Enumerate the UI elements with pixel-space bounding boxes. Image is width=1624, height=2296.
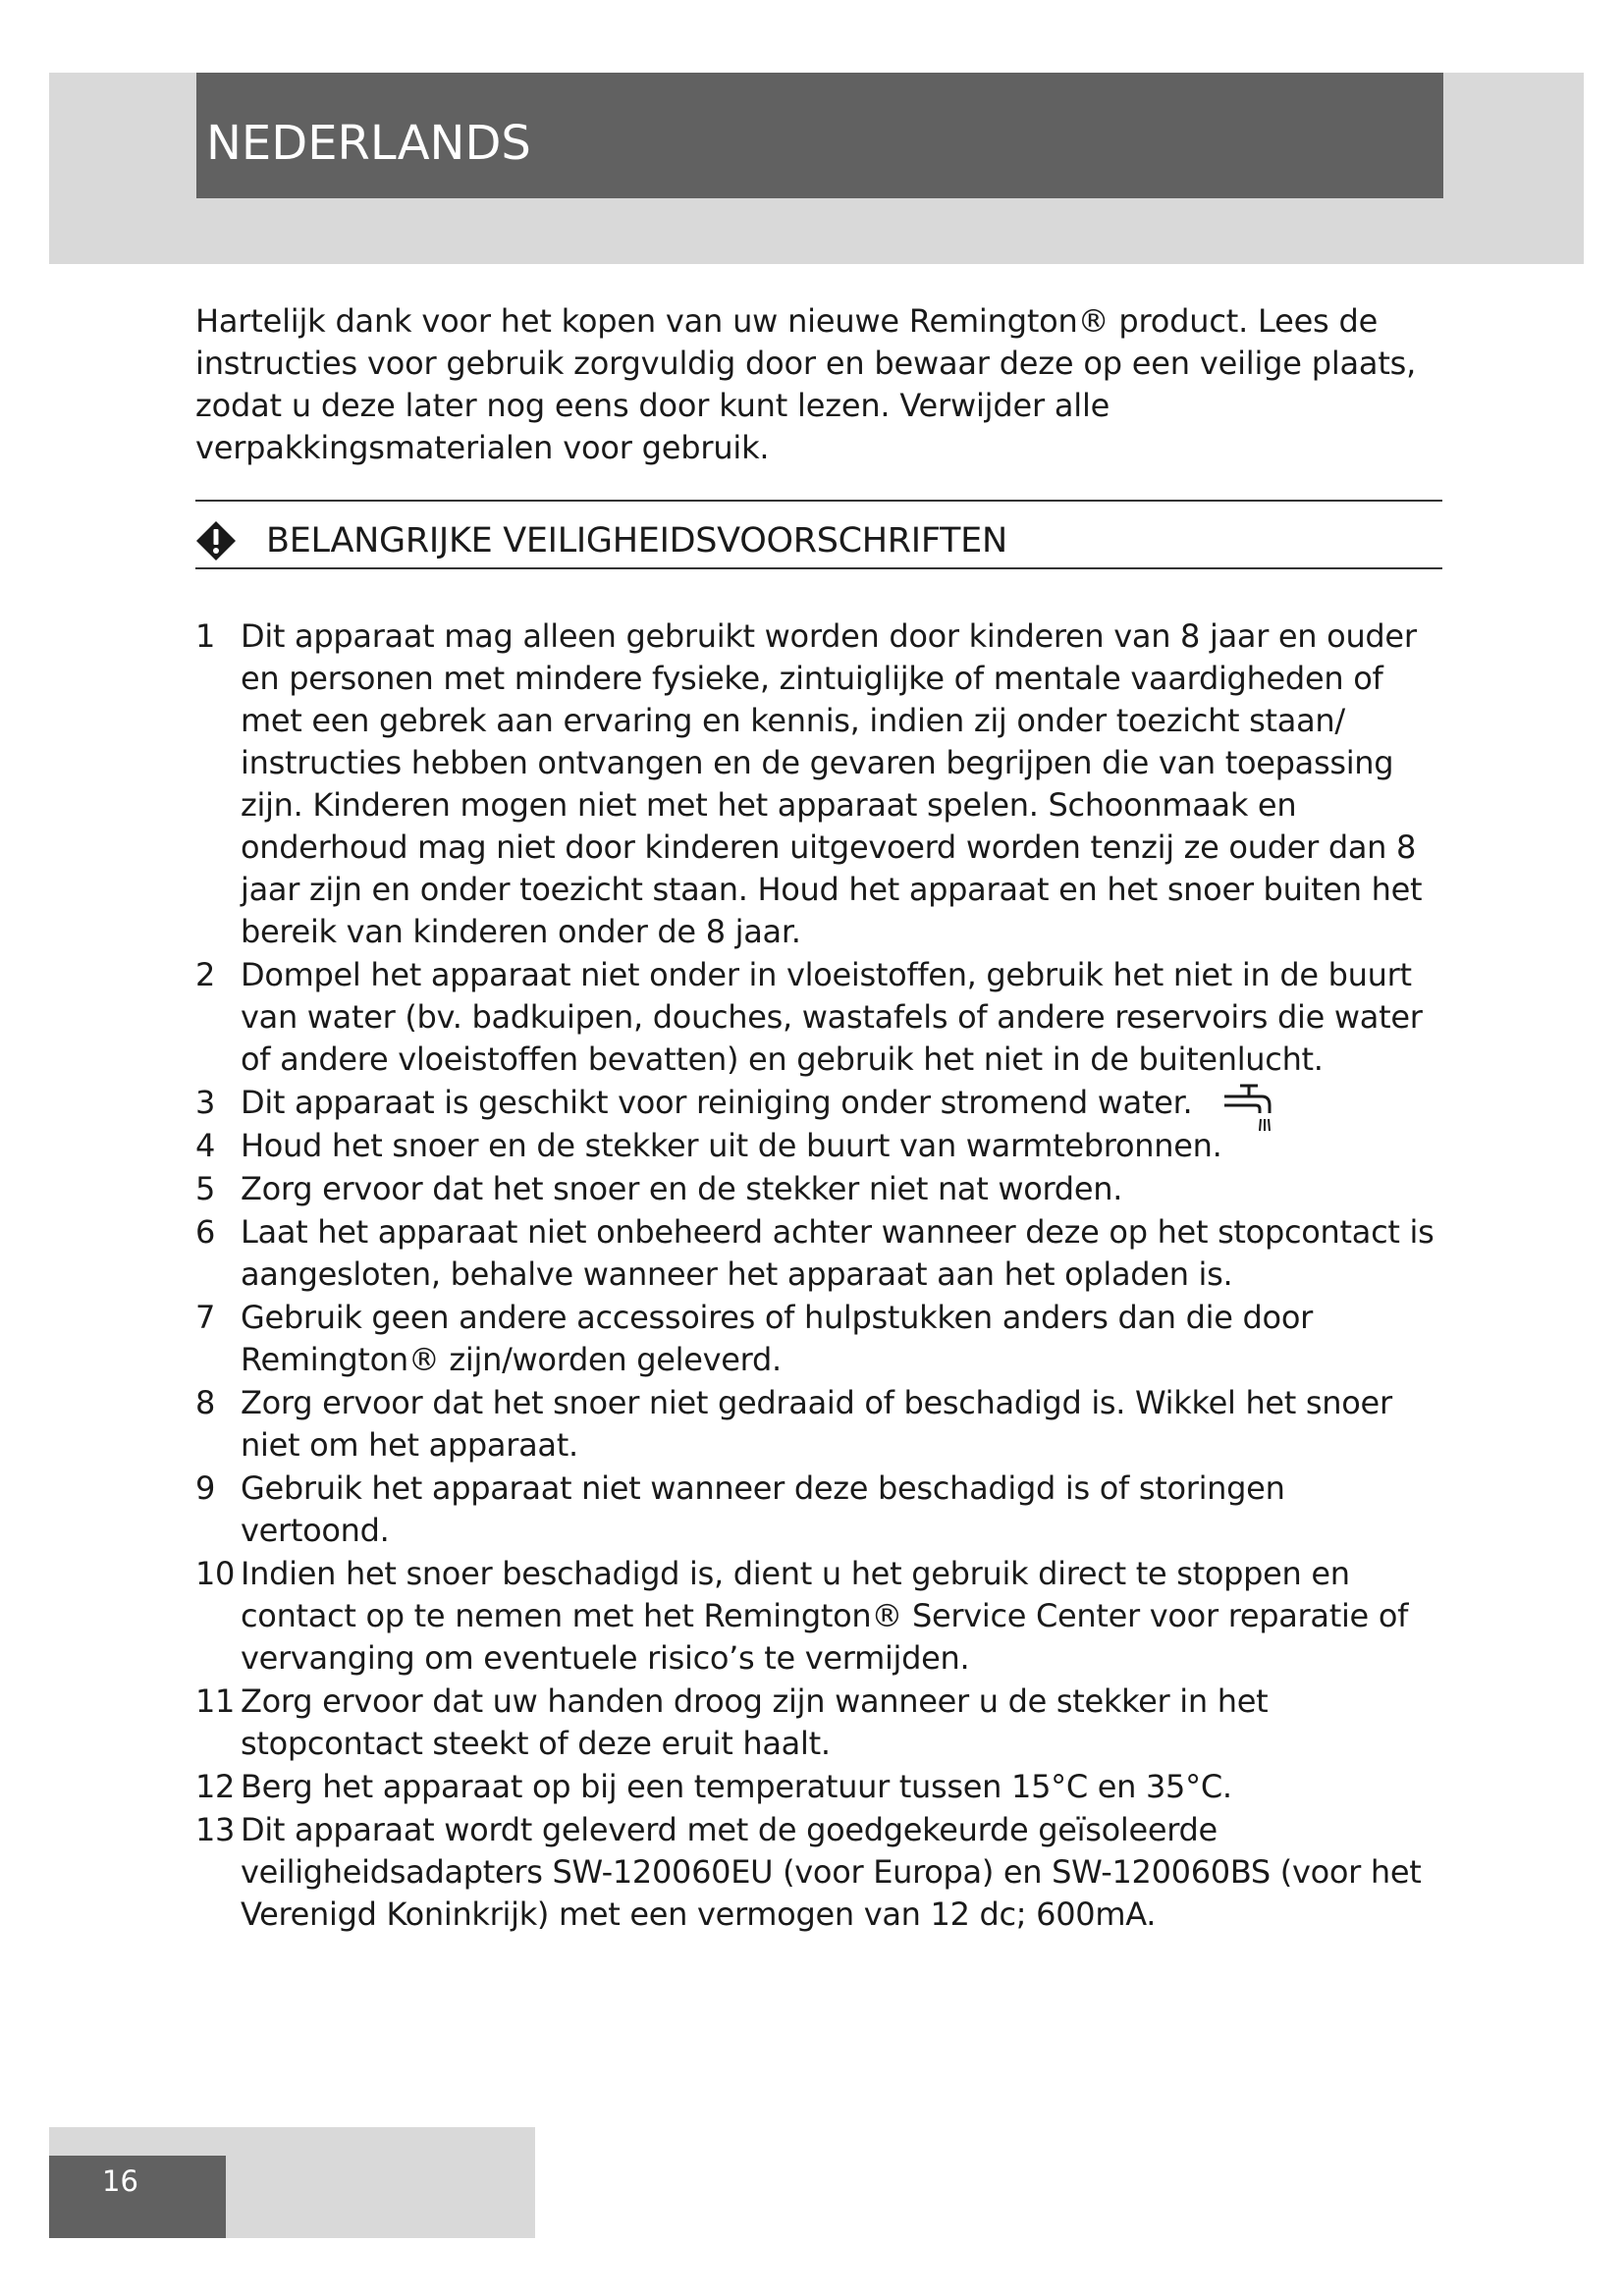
section-rule-top — [195, 500, 1442, 502]
item-text: Gebruik geen andere accessoires of hulpstukken anders dan die door Remington® zijn/worden geleverd. — [241, 1299, 1313, 1378]
water-tap-icon — [1222, 1082, 1283, 1139]
list-item — [195, 1382, 1442, 1467]
item-number: 7 — [195, 1299, 216, 1336]
item-number: 13 — [195, 1811, 236, 1848]
item-text: Dit apparaat wordt geleverd met de goedgekeurde geïsoleerde veiligheidsadapters SW-120060EU (voor Europa) en SW-120060BS (voor het Verenigd Koninkrijk) met een vermogen van 12 dc; 600mA. — [241, 1811, 1422, 1933]
list-item — [195, 1681, 1442, 1765]
item-number: 10 — [195, 1555, 236, 1592]
safety-instructions-list — [195, 615, 1442, 1937]
section-title: BELANGRIJKE VEILIGHEIDSVOORSCHRIFTEN — [266, 521, 1007, 561]
warning-icon — [195, 520, 237, 561]
intro-paragraph: Hartelijk dank voor het kopen van uw nieuwe Remington® product. Lees de instructies voor gebruik zorgvuldig door en bewaar deze op een veilige plaats, zodat u deze later nog eens door kunt lezen. Verwijder alle verpakkingsmaterialen voor gebruik. — [195, 302, 1417, 466]
list-item — [195, 1468, 1442, 1552]
item-text: Indien het snoer beschadigd is, dient u het gebruik direct te stoppen en contact op te nemen met het Remington® Service Center voor reparatie of vervanging om eventuele risico’s te vermijden. — [241, 1555, 1409, 1677]
list-item — [195, 615, 1442, 953]
section-heading — [195, 513, 1442, 568]
item-number: 9 — [195, 1469, 216, 1507]
item-text: Zorg ervoor dat uw handen droog zijn wanneer u de stekker in het stopcontact steekt of deze eruit haalt. — [241, 1682, 1269, 1762]
item-text: Dompel het apparaat niet onder in vloeistoffen, gebruik het niet in de buurt van water (bv. badkuipen, douches, wastafels of andere reservoirs die water of andere vloeistoffen bevatten) en gebruik het niet in de buitenlucht. — [241, 956, 1423, 1078]
item-text: Dit apparaat mag alleen gebruikt worden door kinderen van 8 jaar en ouder en personen met mindere fysieke, zintuiglijke of mentale vaardigheden of met een gebrek aan ervaring en kennis, indien zij onder toezicht staan/ instructies hebben ontvangen en de gevaren begrijpen die van toepassing zijn. Kinderen mogen niet met het apparaat spelen. Schoonmaak en onderhoud mag niet door kinderen uitgevoerd worden tenzij ze ouder dan 8 jaar zijn en onder toezicht staan. Houd het apparaat en het snoer buiten het bereik van kinderen onder de 8 jaar. — [241, 617, 1423, 950]
item-text: Zorg ervoor dat het snoer en de stekker niet nat worden. — [241, 1170, 1123, 1207]
item-text: Houd het snoer en de stekker uit de buurt van warmtebronnen. — [241, 1127, 1222, 1164]
item-number: 11 — [195, 1682, 236, 1720]
item-number: 3 — [195, 1084, 216, 1121]
list-item — [195, 1211, 1442, 1296]
item-text: Zorg ervoor dat het snoer niet gedraaid of beschadigd is. Wikkel het snoer niet om het apparaat. — [241, 1384, 1392, 1464]
item-number: 5 — [195, 1170, 216, 1207]
item-text: Berg het apparaat op bij een temperatuur tussen 15°C en 35°C. — [241, 1768, 1232, 1805]
item-text: Dit apparaat is geschikt voor reiniging onder stromend water. — [241, 1084, 1193, 1121]
list-item — [195, 1553, 1442, 1680]
item-number: 2 — [195, 956, 216, 993]
item-number: 6 — [195, 1213, 216, 1251]
item-number: 4 — [195, 1127, 216, 1164]
item-text: Laat het apparaat niet onbeheerd achter wanneer deze op het stopcontact is aangesloten, behalve wanneer het apparaat aan het opladen is. — [241, 1213, 1435, 1293]
item-number: 1 — [195, 617, 216, 655]
list-item — [195, 1766, 1442, 1808]
list-item — [195, 954, 1442, 1081]
list-item — [195, 1168, 1442, 1210]
item-text: Gebruik het apparaat niet wanneer deze beschadigd is of storingen vertoond. — [241, 1469, 1285, 1549]
item-number: 12 — [195, 1768, 236, 1805]
language-title: NEDERLANDS — [206, 116, 531, 171]
page-number: 16 — [102, 2164, 138, 2198]
item-number: 8 — [195, 1384, 216, 1421]
list-item — [195, 1809, 1442, 1936]
section-rule-bottom — [195, 567, 1442, 569]
list-item — [195, 1297, 1442, 1381]
